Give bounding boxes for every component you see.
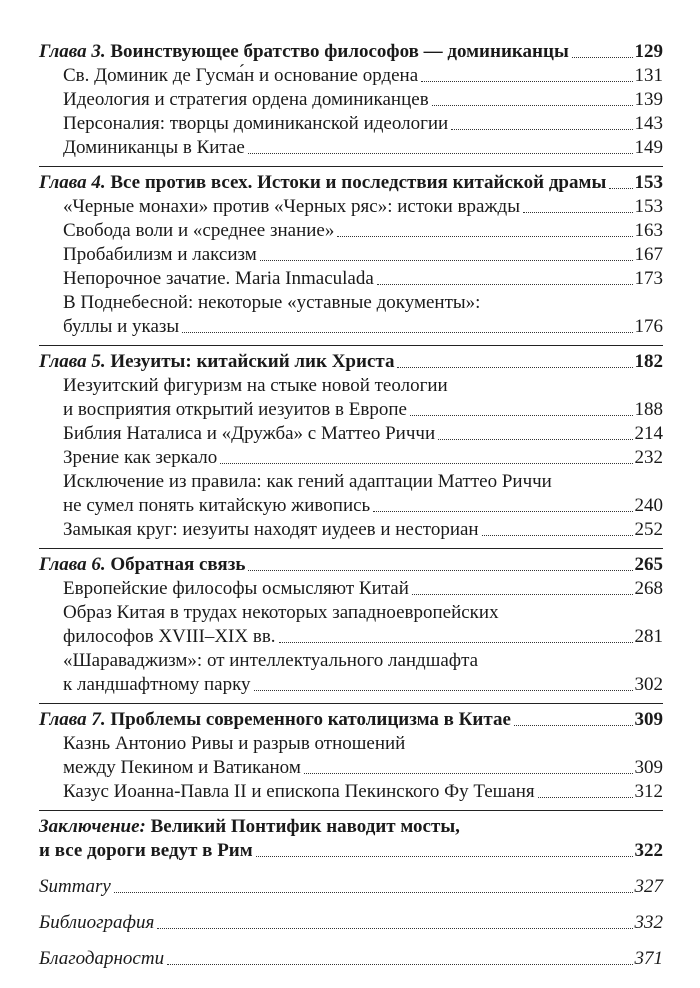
toc-entry-title-text: Все против всех. Истоки и последствия китайской драмы: [110, 172, 607, 193]
toc-entry-title: [63, 494, 370, 518]
toc-entry-title-text: Св. Доминик де Гусма́н и основание ордена: [63, 65, 419, 86]
toc-entry-title-line1: [63, 601, 663, 625]
toc-entry-title-text: Персоналия: творцы доминиканской идеологии: [63, 113, 449, 134]
dot-leader: [482, 535, 633, 536]
toc-section[interactable]: [39, 136, 663, 160]
toc-page-number: 176: [634, 316, 663, 337]
toc-entry-title-line1: [63, 649, 663, 673]
dot-leader: [451, 129, 632, 130]
dot-leader: [438, 439, 632, 440]
toc-entry-title-line1: [63, 470, 663, 494]
toc-page-number: 232: [634, 447, 663, 468]
dot-leader: [514, 725, 633, 726]
toc-chapter[interactable]: [39, 345, 663, 374]
toc-page-number: 214: [634, 423, 663, 444]
toc-entry-title-text: Воинствующее братство философов — доминиканцы: [110, 41, 569, 62]
toc-page-number: 309: [634, 757, 663, 778]
toc-page-number: 302: [634, 674, 663, 695]
toc-entry-title: [39, 875, 111, 899]
toc-entry-line: [63, 756, 663, 780]
toc-entry-title: [63, 195, 520, 219]
toc-entry-title: [63, 64, 418, 88]
toc-entry-title-text: Библия Наталиса и «Дружба» с Маттео Риччи: [63, 423, 436, 444]
toc-entry-title-text: Казнь Антонио Ривы и разрыв отношений: [63, 733, 406, 754]
toc-entry-line: [39, 911, 663, 935]
toc-entry-title: [63, 398, 407, 422]
toc-entry-line: [63, 315, 663, 339]
dot-leader: [248, 153, 633, 154]
toc-entry-title: [63, 267, 374, 291]
dot-leader: [523, 212, 633, 213]
toc-backmatter[interactable]: [39, 875, 663, 899]
toc-entry-title: [63, 446, 217, 470]
dot-leader: [157, 928, 632, 929]
toc-section[interactable]: [39, 601, 663, 649]
toc-section[interactable]: [39, 732, 663, 780]
toc-entry-line: [63, 64, 663, 88]
toc-entry-title-text: Образ Китая в трудах некоторых западноевропейских: [63, 602, 499, 623]
toc-page-number: 322: [634, 840, 663, 861]
dot-leader: [182, 332, 632, 333]
toc-entry-title: [63, 577, 409, 601]
toc-entry-title: [63, 780, 535, 804]
toc-section[interactable]: [39, 64, 663, 88]
toc-entry-title-text: Замыкая круг: иезуиты находят иудеев и несториан: [63, 519, 479, 540]
dot-leader: [377, 284, 633, 285]
toc-entry-line: [63, 195, 663, 219]
dot-leader: [304, 773, 633, 774]
toc-page-number: 188: [634, 399, 663, 420]
toc-page-number: 268: [634, 578, 663, 599]
toc-section[interactable]: [39, 291, 663, 339]
toc-entry-line: [39, 947, 663, 971]
toc-chapter[interactable]: [39, 703, 663, 732]
toc-entry-title: [39, 839, 253, 863]
toc-entry-title-text: Summary: [39, 876, 111, 897]
toc-entry-label: Глава 3.: [39, 41, 106, 62]
toc-page-number: 129: [634, 41, 663, 62]
toc-entry-line: [39, 708, 663, 732]
dot-leader: [410, 415, 633, 416]
toc-entry-title-text: Европейские философы осмысляют Китай: [63, 578, 409, 599]
toc-entry-title: [39, 350, 394, 374]
toc-entry-title-text: В Поднебесной: некоторые «уставные документы»:: [63, 292, 481, 313]
dot-leader: [167, 964, 632, 965]
toc-backmatter[interactable]: [39, 911, 663, 935]
toc-entry-line: [39, 875, 663, 899]
toc-chapter[interactable]: [39, 166, 663, 195]
toc-section[interactable]: [39, 88, 663, 112]
toc-page-number: 240: [634, 495, 663, 516]
toc-entry-title-text: Иезуитский фигуризм на стыке новой теологии: [63, 375, 448, 396]
toc-entry-line: [63, 577, 663, 601]
dot-leader: [337, 236, 632, 237]
toc-entry-title-text: Свобода воли и «среднее знание»: [63, 220, 335, 241]
toc-section[interactable]: [39, 518, 663, 542]
toc-page-number: 182: [634, 351, 663, 372]
dot-leader: [256, 856, 633, 857]
dot-leader: [421, 81, 632, 82]
toc-section[interactable]: [39, 446, 663, 470]
dot-leader: [432, 105, 633, 106]
toc-entry-title: [39, 171, 606, 195]
toc-entry-title-text: и восприятия открытий иезуитов в Европе: [63, 399, 407, 420]
toc-entry-title-text: Исключение из правила: как гений адаптации Маттео Риччи: [63, 471, 552, 492]
toc-page-number: 309: [634, 709, 663, 730]
dot-leader: [412, 594, 633, 595]
toc-entry-title-text: буллы и указы: [63, 316, 180, 337]
toc-entry-label: Глава 6.: [39, 554, 106, 575]
toc-section[interactable]: [39, 470, 663, 518]
toc-entry-title-text: Великий Понтифик наводит мосты,: [150, 816, 460, 837]
toc-entry-title-line1: [63, 374, 663, 398]
toc-entry-line: [63, 112, 663, 136]
toc-page-number: 143: [634, 113, 663, 134]
toc-entry-title-text: «Шараваджизм»: от интеллектуального ландшафта: [63, 650, 479, 671]
toc-entry-line: [63, 673, 663, 697]
dot-leader: [114, 892, 633, 893]
toc-entry-label: Глава 4.: [39, 172, 106, 193]
toc-page-number: 252: [634, 519, 663, 540]
toc-entry-label: Глава 7.: [39, 709, 106, 730]
toc-page-number: 167: [634, 244, 663, 265]
dot-leader: [248, 570, 632, 571]
toc-section[interactable]: [39, 422, 663, 446]
toc-entry-label: Заключение:: [39, 816, 146, 837]
toc-entry-line: [63, 446, 663, 470]
toc-entry-line: [63, 398, 663, 422]
toc-entry-title: [63, 112, 448, 136]
toc-page-number: 163: [634, 220, 663, 241]
toc-entry-title: [63, 625, 276, 649]
toc-entry-line: [63, 243, 663, 267]
toc-section[interactable]: [39, 649, 663, 697]
toc-page-number: 327: [634, 876, 663, 897]
toc-entry-title-text: и все дороги ведут в Рим: [39, 840, 253, 861]
dot-leader: [572, 57, 633, 58]
toc-page-number: 131: [634, 65, 663, 86]
dot-leader: [220, 463, 632, 464]
toc-entry-title: [63, 315, 179, 339]
toc-entry-title-text: Зрение как зеркало: [63, 447, 218, 468]
toc-backmatter[interactable]: [39, 947, 663, 971]
toc-entry-title-text: Пробабилизм и лаксизм: [63, 244, 257, 265]
toc-entry-title-text: «Черные монахи» против «Черных ряс»: истоки вражды: [63, 196, 520, 217]
toc-entry-line: [63, 494, 663, 518]
toc-section[interactable]: [39, 195, 663, 219]
table-of-contents: [39, 40, 663, 971]
toc-entry-title-text: между Пекином и Ватиканом: [63, 757, 301, 778]
toc-entry-title: [39, 553, 245, 577]
toc-entry-title-line1: [63, 291, 663, 315]
toc-entry-line: [63, 422, 663, 446]
dot-leader: [397, 367, 632, 368]
toc-entry-line: [63, 518, 663, 542]
toc-section[interactable]: [39, 577, 663, 601]
toc-page-number: 312: [634, 781, 663, 802]
toc-entry-title: [63, 88, 429, 112]
toc-entry-title-text: Идеология и стратегия ордена доминиканцев: [63, 89, 429, 110]
toc-entry-title-text: Непорочное зачатие. Maria Inmaculada: [63, 268, 374, 289]
dot-leader: [538, 797, 633, 798]
toc-entry-title: [63, 422, 435, 446]
toc-page-number: 173: [634, 268, 663, 289]
toc-entry-title: [39, 708, 511, 732]
toc-conclusion[interactable]: [39, 810, 663, 863]
toc-section[interactable]: [39, 780, 663, 804]
dot-leader: [260, 260, 633, 261]
toc-entry-line: [39, 171, 663, 195]
toc-page-number: 265: [634, 554, 663, 575]
toc-entry-title-line1: [39, 815, 663, 839]
toc-entry-title: [63, 136, 245, 160]
toc-entry-title-line1: [63, 732, 663, 756]
toc-entry-title-text: философов XVIII–XIX вв.: [63, 626, 276, 647]
dot-leader: [609, 188, 632, 189]
toc-entry-title-text: Проблемы современного католицизма в Китае: [110, 709, 511, 730]
toc-page-number: 153: [634, 196, 663, 217]
toc-page-number: 281: [634, 626, 663, 647]
toc-entry-line: [39, 839, 663, 863]
toc-entry-line: [63, 88, 663, 112]
toc-entry-title-text: не сумел понять китайскую живопись: [63, 495, 371, 516]
toc-entry-line: [39, 553, 663, 577]
toc-entry-title: [63, 518, 479, 542]
toc-entry-title: [63, 219, 334, 243]
toc-entry-title-text: Доминиканцы в Китае: [63, 137, 245, 158]
toc-section[interactable]: [39, 374, 663, 422]
toc-entry-line: [63, 267, 663, 291]
toc-entry-line: [39, 40, 663, 64]
toc-entry-label: Глава 5.: [39, 351, 106, 372]
toc-entry-title: [39, 40, 569, 64]
toc-chapter[interactable]: [39, 40, 663, 64]
toc-entry-title: [39, 947, 164, 971]
toc-entry-title-text: Казус Иоанна-Павла II и епископа Пекинского Фу Тешаня: [63, 781, 535, 802]
toc-section[interactable]: [39, 267, 663, 291]
toc-entry-title: [63, 756, 301, 780]
toc-section[interactable]: [39, 219, 663, 243]
toc-page-number: 139: [634, 89, 663, 110]
toc-section[interactable]: [39, 112, 663, 136]
toc-entry-line: [63, 219, 663, 243]
dot-leader: [254, 690, 633, 691]
toc-section[interactable]: [39, 243, 663, 267]
toc-chapter[interactable]: [39, 548, 663, 577]
toc-page-number: 153: [634, 172, 663, 193]
toc-entry-title-text: к ландшафтному парку: [63, 674, 251, 695]
toc-entry-line: [63, 625, 663, 649]
toc-entry-line: [39, 350, 663, 374]
dot-leader: [279, 642, 633, 643]
toc-page-number: 371: [634, 948, 663, 969]
toc-entry-line: [63, 780, 663, 804]
toc-entry-title-text: Библиография: [39, 912, 155, 933]
toc-entry-title: [63, 243, 257, 267]
toc-entry-title-text: Благодарности: [39, 948, 165, 969]
toc-page-number: 149: [634, 137, 663, 158]
dot-leader: [373, 511, 632, 512]
toc-entry-title: [39, 911, 154, 935]
toc-page-number: 332: [634, 912, 663, 933]
toc-entry-title: [63, 673, 251, 697]
toc-entry-line: [63, 136, 663, 160]
toc-entry-title-text: Обратная связь: [110, 554, 246, 575]
toc-entry-title-text: Иезуиты: китайский лик Христа: [110, 351, 395, 372]
